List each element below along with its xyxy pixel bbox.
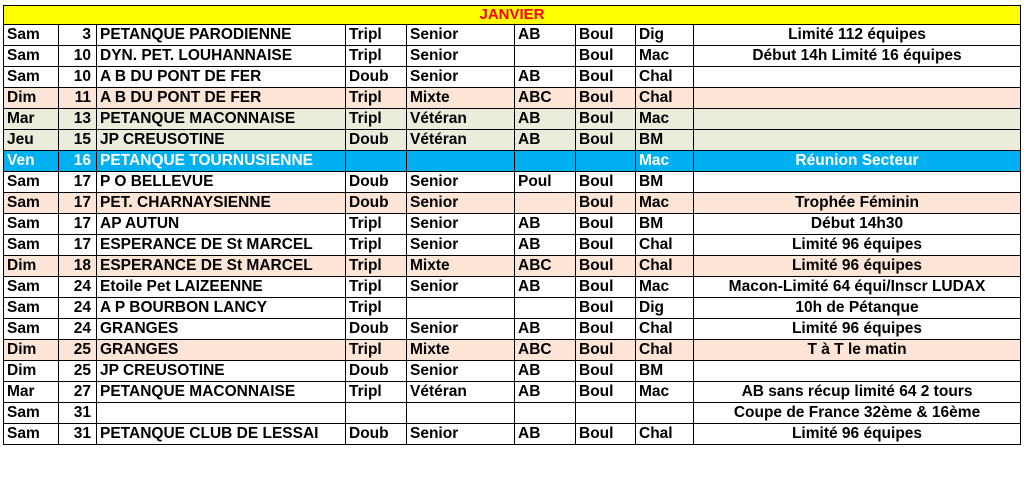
date-cell: 31 [59,424,97,445]
sector-cell: BM [636,361,694,382]
type-cell: Boul [576,298,636,319]
sector-cell: BM [636,172,694,193]
note-cell: T à T le matin [694,340,1021,361]
category-cell: Vétéran [407,109,515,130]
format-cell [346,151,407,172]
table-row [4,298,1021,319]
format-cell: Tripl [346,109,407,130]
day-cell: Sam [4,319,59,340]
code-cell: AB [515,25,576,46]
category-cell: Senior [407,214,515,235]
calendar-table [3,5,1021,445]
code-cell [515,46,576,67]
type-cell [576,403,636,424]
type-cell: Boul [576,424,636,445]
month-header-row [4,6,1021,25]
category-cell [407,151,515,172]
code-cell: AB [515,235,576,256]
day-cell: Dim [4,340,59,361]
date-cell: 25 [59,340,97,361]
category-cell [407,403,515,424]
sector-cell: Chal [636,67,694,88]
format-cell: Tripl [346,256,407,277]
day-cell: Sam [4,67,59,88]
note-cell [694,88,1021,109]
category-cell: Senior [407,46,515,67]
category-cell: Mixte [407,88,515,109]
date-cell: 31 [59,403,97,424]
category-cell: Mixte [407,256,515,277]
format-cell: Doub [346,361,407,382]
date-cell: 17 [59,214,97,235]
type-cell: Boul [576,235,636,256]
day-cell: Mar [4,109,59,130]
category-cell: Senior [407,319,515,340]
type-cell: Boul [576,193,636,214]
table-row [4,130,1021,151]
club-cell: PETANQUE CLUB DE LESSAI [97,424,346,445]
sector-cell: Dig [636,25,694,46]
note-cell: Réunion Secteur [694,151,1021,172]
sector-cell: Mac [636,109,694,130]
table-row [4,403,1021,424]
code-cell: Poul [515,172,576,193]
category-cell: Senior [407,193,515,214]
code-cell: ABC [515,256,576,277]
day-cell: Sam [4,46,59,67]
table-row [4,277,1021,298]
day-cell: Sam [4,214,59,235]
sector-cell: Chal [636,256,694,277]
date-cell: 13 [59,109,97,130]
type-cell: Boul [576,277,636,298]
day-cell: Jeu [4,130,59,151]
code-cell: ABC [515,88,576,109]
note-cell: Limité 96 équipes [694,424,1021,445]
club-cell: JP CREUSOTINE [97,361,346,382]
code-cell [515,298,576,319]
type-cell: Boul [576,382,636,403]
type-cell: Boul [576,109,636,130]
day-cell: Sam [4,424,59,445]
format-cell: Doub [346,319,407,340]
club-cell: AP AUTUN [97,214,346,235]
format-cell: Tripl [346,382,407,403]
format-cell: Tripl [346,235,407,256]
date-cell: 3 [59,25,97,46]
club-cell [97,403,346,424]
note-cell: Limité 96 équipes [694,235,1021,256]
category-cell [407,298,515,319]
code-cell [515,151,576,172]
date-cell: 18 [59,256,97,277]
sector-cell: Chal [636,88,694,109]
format-cell [346,403,407,424]
table-row [4,151,1021,172]
category-cell: Senior [407,235,515,256]
format-cell: Tripl [346,298,407,319]
format-cell: Doub [346,193,407,214]
note-cell [694,109,1021,130]
club-cell: A B DU PONT DE FER [97,67,346,88]
club-cell: GRANGES [97,340,346,361]
club-cell: ESPERANCE DE St MARCEL [97,256,346,277]
sector-cell: Mac [636,151,694,172]
note-cell: Limité 112 équipes [694,25,1021,46]
club-cell: PETANQUE TOURNUSIENNE [97,151,346,172]
code-cell: AB [515,67,576,88]
type-cell: Boul [576,130,636,151]
format-cell: Tripl [346,340,407,361]
code-cell: AB [515,382,576,403]
table-row [4,361,1021,382]
type-cell: Boul [576,172,636,193]
table-row [4,256,1021,277]
sector-cell: Chal [636,424,694,445]
day-cell: Mar [4,382,59,403]
sector-cell: Mac [636,46,694,67]
note-cell [694,67,1021,88]
date-cell: 25 [59,361,97,382]
note-cell: Début 14h30 [694,214,1021,235]
category-cell: Senior [407,361,515,382]
code-cell: AB [515,424,576,445]
format-cell: Tripl [346,214,407,235]
date-cell: 24 [59,277,97,298]
club-cell: DYN. PET. LOUHANNAISE [97,46,346,67]
table-row [4,109,1021,130]
category-cell: Vétéran [407,382,515,403]
type-cell [576,151,636,172]
table-row [4,319,1021,340]
table-row [4,424,1021,445]
type-cell: Boul [576,361,636,382]
club-cell: ESPERANCE DE St MARCEL [97,235,346,256]
format-cell: Doub [346,424,407,445]
type-cell: Boul [576,25,636,46]
table-row [4,25,1021,46]
format-cell: Tripl [346,46,407,67]
club-cell: PETANQUE PARODIENNE [97,25,346,46]
sector-cell: Chal [636,319,694,340]
sector-cell: Dig [636,298,694,319]
date-cell: 27 [59,382,97,403]
date-cell: 15 [59,130,97,151]
code-cell: AB [515,214,576,235]
club-cell: PET. CHARNAYSIENNE [97,193,346,214]
sector-cell: Mac [636,193,694,214]
note-cell: AB sans récup limité 64 2 tours [694,382,1021,403]
category-cell: Vétéran [407,130,515,151]
date-cell: 16 [59,151,97,172]
note-cell: Début 14h Limité 16 équipes [694,46,1021,67]
format-cell: Doub [346,67,407,88]
day-cell: Sam [4,235,59,256]
format-cell: Tripl [346,277,407,298]
date-cell: 11 [59,88,97,109]
sector-cell: Mac [636,382,694,403]
type-cell: Boul [576,256,636,277]
format-cell: Doub [346,130,407,151]
code-cell: AB [515,319,576,340]
club-cell: P O BELLEVUE [97,172,346,193]
day-cell: Sam [4,298,59,319]
sector-cell [636,403,694,424]
note-cell [694,130,1021,151]
day-cell: Sam [4,403,59,424]
type-cell: Boul [576,67,636,88]
day-cell: Ven [4,151,59,172]
sector-cell: Chal [636,340,694,361]
table-row [4,214,1021,235]
day-cell: Sam [4,193,59,214]
sector-cell: Chal [636,235,694,256]
note-cell: Coupe de France 32ème & 16ème [694,403,1021,424]
day-cell: Dim [4,361,59,382]
code-cell: AB [515,277,576,298]
category-cell: Senior [407,277,515,298]
code-cell: ABC [515,340,576,361]
sector-cell: Mac [636,277,694,298]
table-row [4,88,1021,109]
date-cell: 10 [59,46,97,67]
day-cell: Dim [4,256,59,277]
table-row [4,46,1021,67]
date-cell: 10 [59,67,97,88]
table-row [4,172,1021,193]
date-cell: 17 [59,172,97,193]
format-cell: Tripl [346,25,407,46]
note-cell: Limité 96 équipes [694,256,1021,277]
note-cell: Macon-Limité 64 équi/Inscr LUDAX [694,277,1021,298]
category-cell: Senior [407,25,515,46]
type-cell: Boul [576,46,636,67]
type-cell: Boul [576,88,636,109]
category-cell: Senior [407,172,515,193]
category-cell: Mixte [407,340,515,361]
code-cell [515,403,576,424]
code-cell: AB [515,361,576,382]
code-cell: AB [515,109,576,130]
format-cell: Doub [346,172,407,193]
sector-cell: BM [636,130,694,151]
day-cell: Dim [4,88,59,109]
sector-cell: BM [636,214,694,235]
club-cell: PETANQUE MACONNAISE [97,109,346,130]
type-cell: Boul [576,340,636,361]
club-cell: JP CREUSOTINE [97,130,346,151]
note-cell: 10h de Pétanque [694,298,1021,319]
note-cell [694,172,1021,193]
day-cell: Sam [4,25,59,46]
club-cell: Etoile Pet LAIZEENNE [97,277,346,298]
table-row [4,67,1021,88]
note-cell: Trophée Féminin [694,193,1021,214]
table-row [4,193,1021,214]
code-cell [515,193,576,214]
club-cell: A B DU PONT DE FER [97,88,346,109]
category-cell: Senior [407,424,515,445]
note-cell [694,361,1021,382]
table-row [4,340,1021,361]
club-cell: GRANGES [97,319,346,340]
club-cell: PETANQUE MACONNAISE [97,382,346,403]
category-cell: Senior [407,67,515,88]
type-cell: Boul [576,319,636,340]
note-cell: Limité 96 équipes [694,319,1021,340]
format-cell: Tripl [346,88,407,109]
table-row [4,382,1021,403]
day-cell: Sam [4,172,59,193]
date-cell: 24 [59,319,97,340]
type-cell: Boul [576,214,636,235]
date-cell: 24 [59,298,97,319]
code-cell: AB [515,130,576,151]
date-cell: 17 [59,235,97,256]
month-title: JANVIER [4,6,1021,25]
date-cell: 17 [59,193,97,214]
day-cell: Sam [4,277,59,298]
club-cell: A P BOURBON LANCY [97,298,346,319]
table-row [4,235,1021,256]
